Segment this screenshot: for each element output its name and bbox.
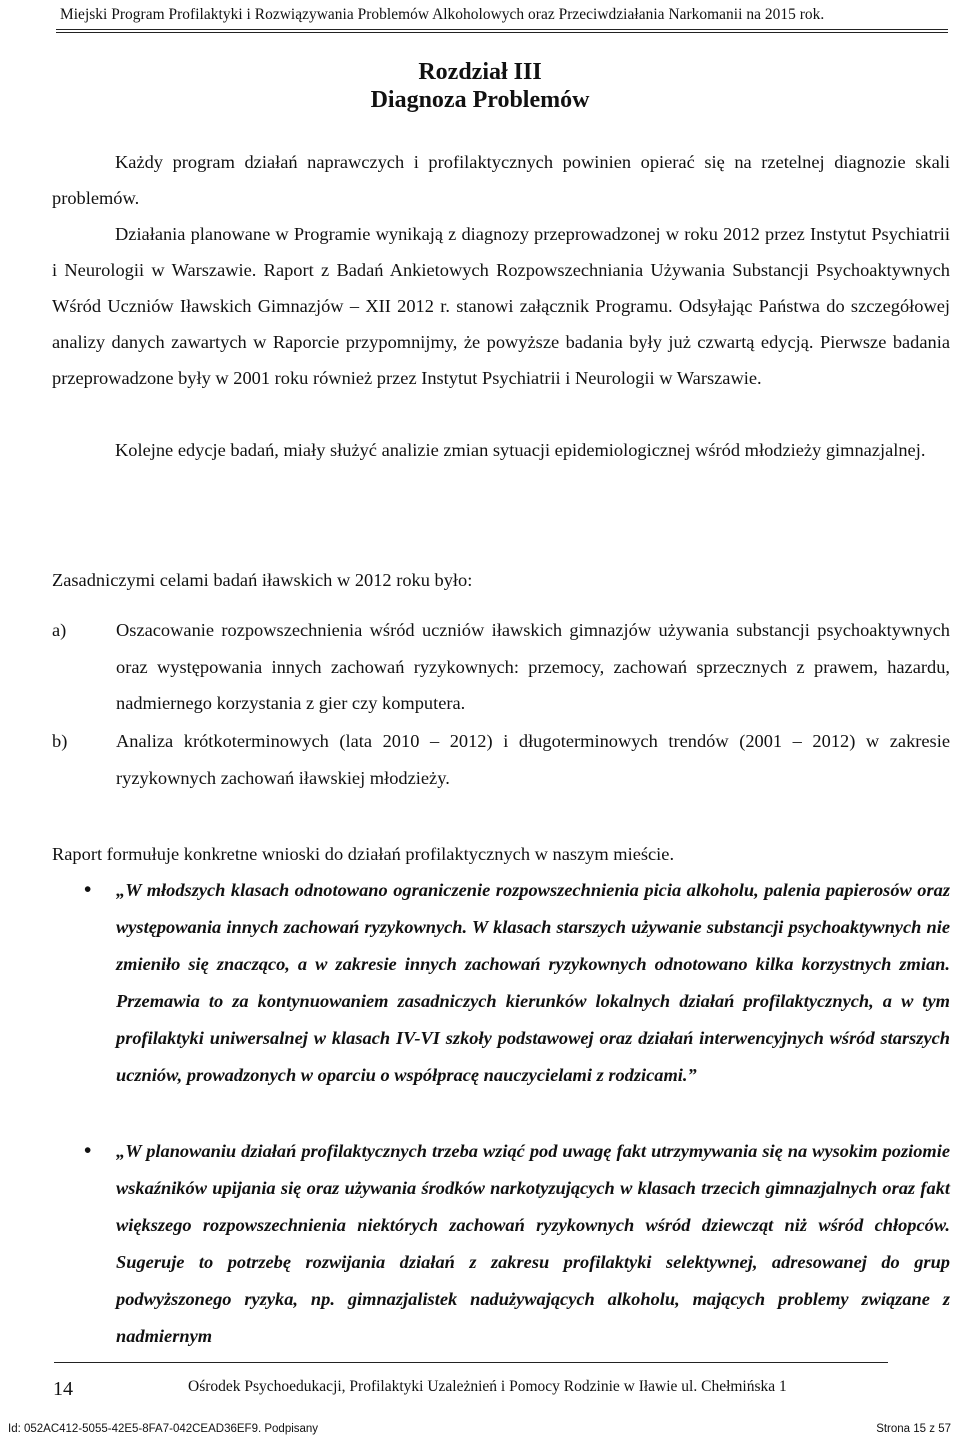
- header-title: Miejski Program Profilaktyki i Rozwiązywania Problemów Alkoholowych oraz Przeciwdziałania Narkomanii na 2015 rok.: [60, 6, 825, 23]
- conclusion-text: „W młodszych klasach odnotowano ograniczenie rozpowszechnienia picia alkoholu, palenia papierosów oraz występowania innych zachowań ryzykownych. W klasach starszych używanie substancji psychoaktywnych nie zmieniło się znacząco, a w zakresie innych zachowań ryzykownych odnotowano kilka korzystnych zmian. Przemawia to za kontynuowaniem zasadniczych kierunków lokalnych działań profilaktycznych, a w tym profilaktyki uniwersalnej w klasach IV-VI szkoły podstawowej oraz działań interwencyjnych wśród starszych uczniów, prowadzonych w oparciu o współpracę nauczycielami z rodzicami.”: [116, 880, 950, 1085]
- intro-paragraph-2: Działania planowane w Programie wynikają z diagnozy przeprowadzonej w roku 2012 przez Instytut Psychiatrii i Neurologii w Warszawie. Raport z Badań Ankietowych Rozpowszechniania Używania Substancji Psychoaktywnych Wśród Uczniów Iławskich Gimnazjów – XII 2012 r. stanowi załącznik Programu. Odsyłając Państwa do szczegółowej analizy danych zawartych w Raporcie przypomnijmy, że powyższe badania były już czwartą edycją. Pierwsze badania przeprowadzone były w 2001 roku również przez Instytut Psychiatrii i Neurologii w Warszawie.: [52, 224, 950, 388]
- intro-paragraph-1: Każdy program działań naprawczych i profilaktycznych powinien opierać się na rzetelnej diagnozie skali problemów.: [52, 152, 950, 208]
- document-id: Id: 052AC412-5055-42E5-8FA7-042CEAD36EF9. Podpisany: [8, 1423, 319, 1435]
- goal-marker: b): [52, 731, 68, 751]
- conclusion-item-2: [52, 1133, 950, 1355]
- page-counter: Strona 15 z 57: [876, 1423, 951, 1435]
- page-number: 14: [53, 1378, 73, 1400]
- footer-rule: [54, 1362, 888, 1363]
- goal-text: Oszacowanie rozpowszechnienia wśród uczniów iławskich gimnazjów używania substancji psychoaktywnych oraz występowania innych zachowań ryzykownych: przemocy, zachowań sprzecznych z prawem, hazardu, nadmiernego korzystania z gier czy komputera.: [116, 620, 950, 713]
- intro-paragraph-3: Kolejne edycje badań, miały służyć analizie zmian sytuacji epidemiologicznej wśród młodzieży gimnazjalnej.: [115, 440, 926, 460]
- chapter-heading: [0, 58, 960, 114]
- bullet-icon: •: [84, 1138, 92, 1162]
- chapter-number: Rozdział III: [418, 59, 542, 85]
- conclusions-heading: Raport formułuje konkretne wnioski do działań profilaktycznych w naszym mieście.: [52, 844, 675, 864]
- conclusion-text: „W planowaniu działań profilaktycznych trzeba wziąć pod uwagę fakt utrzymywania się na wysokim poziomie wskaźników upijania się oraz używania środków narkotyzujących w klasach trzecich gimnazjalnych oraz fakt większego rozpowszechnienia niektórych zachowań ryzykownych wśród dziewcząt niż wśród chłopców. Sugeruje to potrzebę rozwijania działań z zakresu profilaktyki selektywnej, adresowanej do grup podwyższonego ryzyka, np. gimnazjalistek nadużywających alkoholu, mających problemy związane z nadmiernym: [116, 1141, 950, 1346]
- goal-item-b: [52, 723, 950, 796]
- goal-marker: a): [52, 620, 67, 640]
- header-rule-bottom: [56, 32, 948, 33]
- goals-heading: Zasadniczymi celami badań iławskich w 2012 roku było:: [52, 570, 473, 590]
- goal-text: Analiza krótkoterminowych (lata 2010 – 2012) i długoterminowych trendów (2001 – 2012) w zakresie ryzykownych zachowań iławskiej młodzieży.: [116, 731, 950, 788]
- bullet-icon: •: [84, 877, 92, 901]
- conclusion-item-1: [52, 872, 950, 1094]
- header-rule-top: [56, 29, 948, 30]
- chapter-title: Diagnoza Problemów: [370, 87, 590, 113]
- footer-organization: Ośrodek Psychoedukacji, Profilaktyki Uzależnień i Pomocy Rodzinie w Iławie ul. Chełmińska 1: [188, 1378, 787, 1395]
- goal-item-a: [52, 612, 950, 722]
